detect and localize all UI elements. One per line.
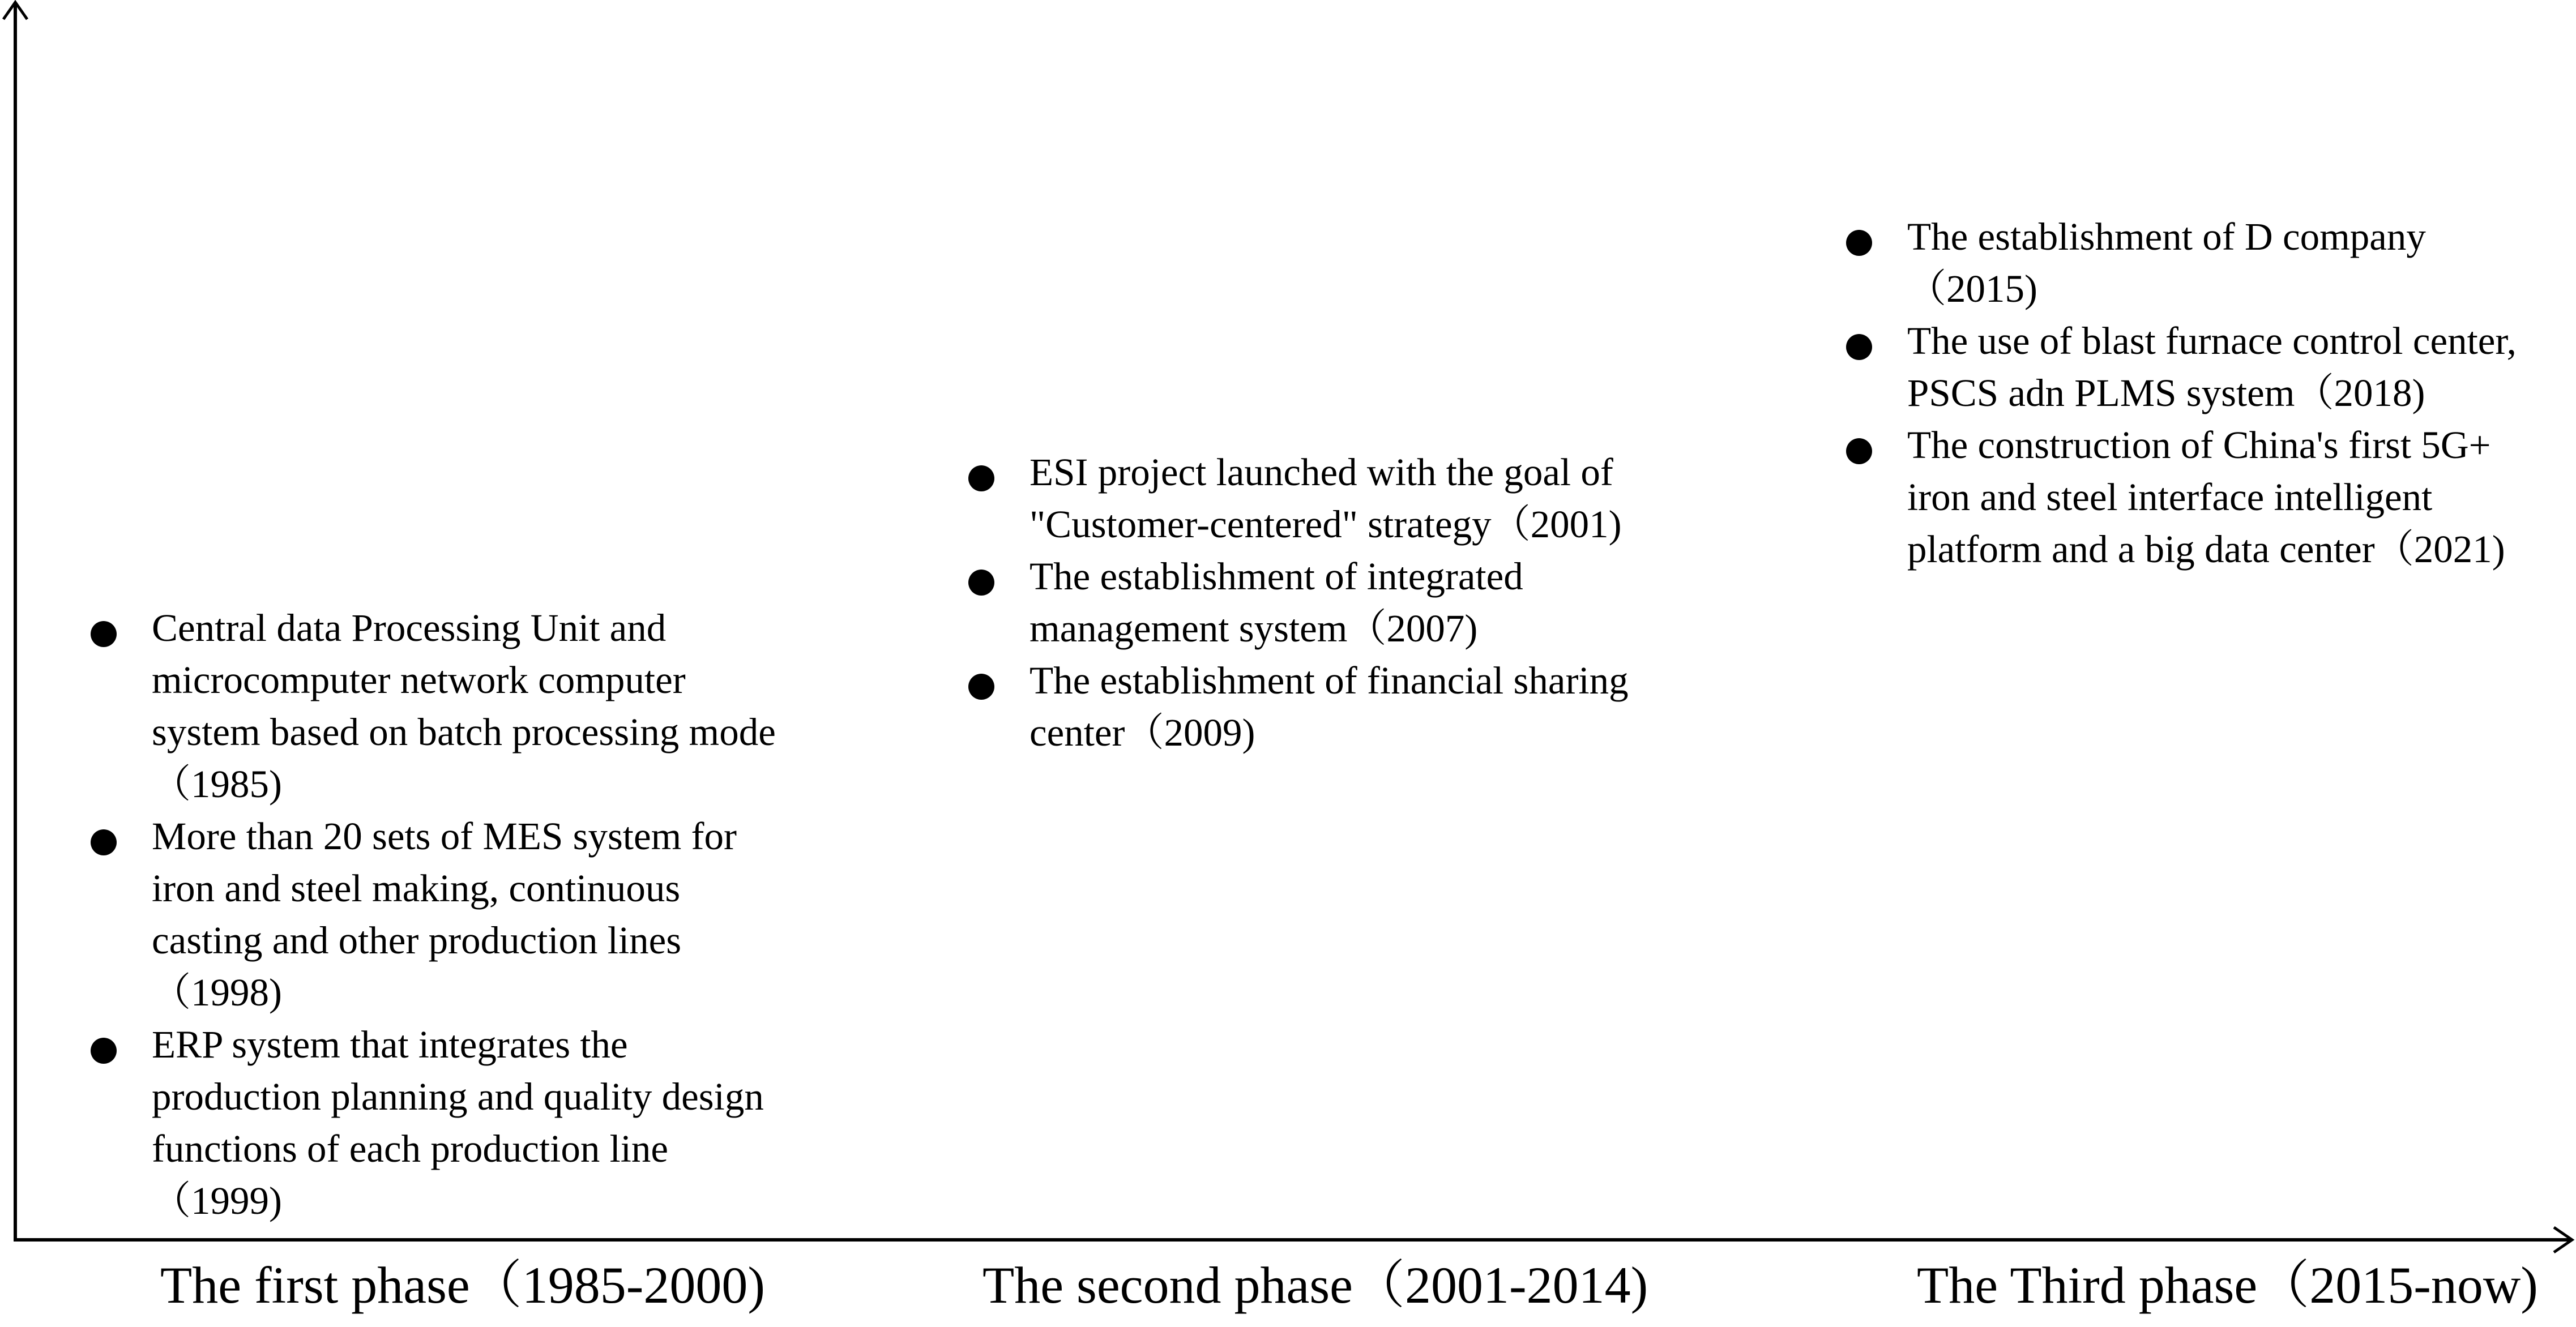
bullet-icon [968, 465, 994, 491]
phase-2-label: The second phase（2001-2014) [982, 1256, 1648, 1314]
event-text: ESI project launched with the goal of "Customer-centered" strategy（2001) [1029, 451, 1622, 546]
event-text: The construction of China's first 5G+ iron and steel interface intelligent platform and a big data center（2021) [1907, 423, 2505, 571]
phase-3-label: The Third phase（2015-now) [1917, 1256, 2538, 1314]
event-item [91, 602, 793, 810]
bullet-icon [1846, 438, 1872, 464]
event-item [968, 446, 1665, 550]
event-item [1846, 315, 2537, 419]
event-text: The establishment of D company（2015) [1907, 215, 2426, 310]
bullet-icon [1846, 334, 1872, 360]
phase-1-label: The first phase（1985-2000) [160, 1256, 765, 1314]
event-list [1846, 211, 2537, 575]
phase-1-events [91, 602, 793, 1227]
event-text: ERP system that integrates the production planning and quality design functions of each production line（1999) [152, 1023, 764, 1222]
bullet-icon [91, 829, 117, 855]
event-list [91, 602, 793, 1227]
event-item [968, 550, 1665, 654]
event-text: The establishment of financial sharing center（2009) [1029, 659, 1629, 754]
bullet-icon [91, 621, 117, 647]
event-text: Central data Processing Unit and microcomputer network computer system based on batch processing mode（1985) [152, 606, 776, 806]
bullet-icon [1846, 230, 1872, 256]
event-text: More than 20 sets of MES system for iron and steel making, continuous casting and other production lines（1998) [152, 815, 737, 1014]
phase-2-events [968, 446, 1665, 759]
event-text: The establishment of integrated management system（2007) [1029, 555, 1523, 650]
event-item [91, 1018, 793, 1227]
event-item [1846, 211, 2537, 315]
event-list [968, 446, 1665, 759]
bullet-icon [968, 570, 994, 596]
bullet-icon [968, 674, 994, 700]
event-item [91, 810, 793, 1018]
bullet-icon [91, 1038, 117, 1064]
event-item [968, 654, 1665, 759]
event-text: The use of blast furnace control center, PSCS adn PLMS system（2018) [1907, 319, 2517, 414]
event-item [1846, 419, 2537, 575]
phase-3-events [1846, 211, 2537, 575]
